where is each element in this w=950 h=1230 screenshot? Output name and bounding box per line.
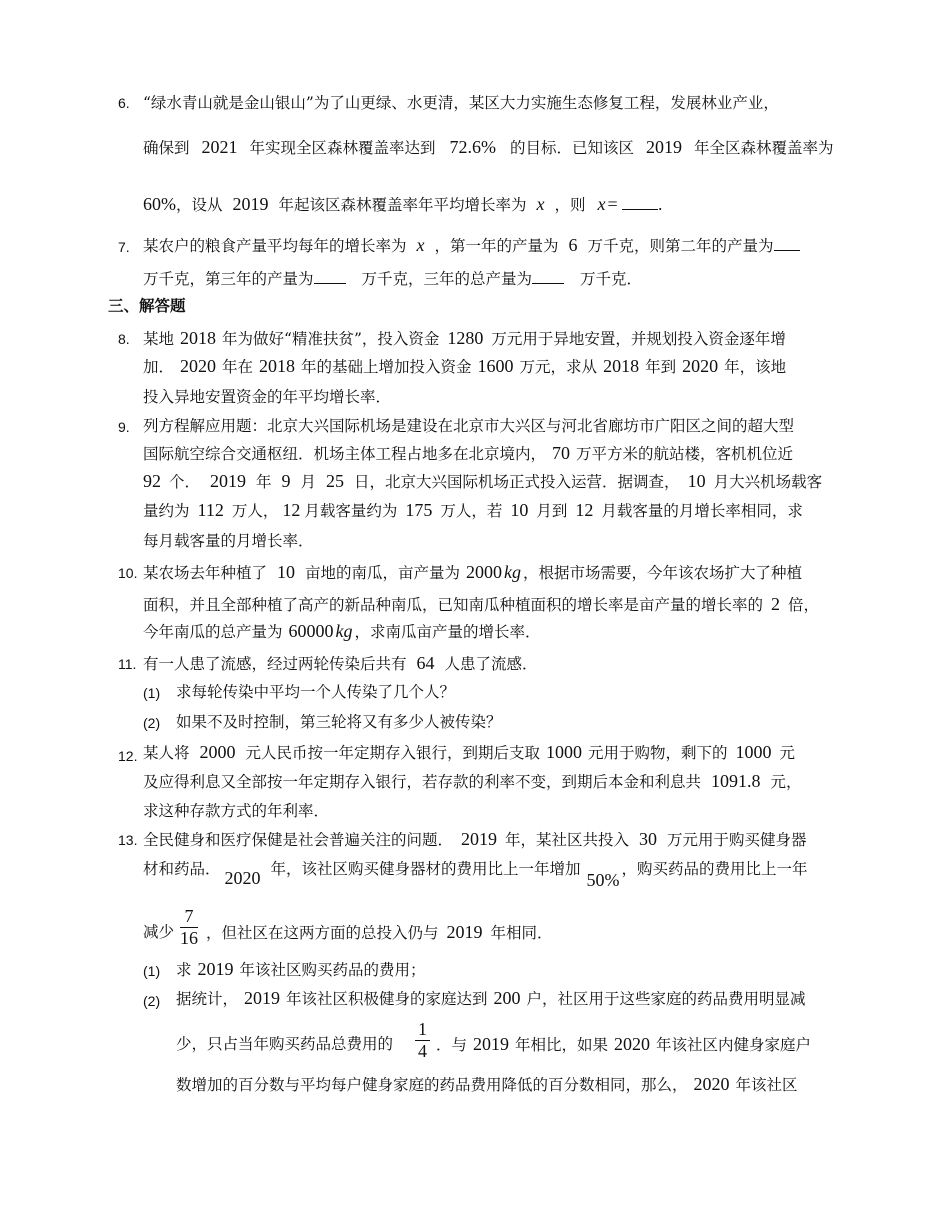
q12-line1: 某人将 2000 元人民币按一年定期存入银行，到期后支取 1000 元用于购物，剩下的 1000 元 — [143, 742, 796, 762]
q6-line3: 60%，设从 2019 年起该区森林覆盖率年平均增长率为 x ，则 x = . — [143, 194, 663, 214]
q10-number: 10. — [118, 565, 138, 581]
q12-line2: 及应得利息又全部按一年定期存入银行，若存款的利率不变，到期后本金和利息共 1091.8 元， — [143, 771, 802, 791]
q7-line2: 万千克，第三年的产量为 万千克，三年的总产量为 万千克． — [143, 270, 643, 288]
q13-sub1: 求 2019 年该社区购买药品的费用； — [176, 959, 426, 979]
q11-sub2: 如果不及时控制，第三轮将又有多少人被传染？ — [176, 713, 502, 731]
q6-number: 6. — [118, 95, 130, 111]
q7-blank-total[interactable] — [532, 269, 564, 284]
q7-number: 7. — [118, 239, 130, 255]
q11-sub1: 求每轮传染中平均一个人传染了几个人？ — [176, 683, 456, 701]
q6-line1: “绿水青山就是金山银山”为了山更绿、水更清，某区大力实施生态修复工程，发展林业产业， — [143, 94, 779, 112]
q13-number: 13. — [118, 832, 138, 848]
q7-blank-second-year[interactable] — [774, 236, 800, 251]
q13-fraction-1-4: $\frac{1}{4}$ — [415, 1019, 430, 1062]
q10-line1: 某农场去年种植了 10 亩地的南瓜，亩产量为 2000 kg ，根据市场需要，今年该农场扩大了种植 — [143, 562, 803, 582]
q9-line3: 92 个． 2019 年 9 月 25 日，北京大兴国际机场正式投入运营．据调查， 10 月大兴机场载客 — [143, 471, 823, 491]
q13-sub1-number: (1) — [143, 963, 161, 979]
q13-line3a: 减少 — [143, 923, 175, 941]
q12-number: 12. — [118, 748, 138, 764]
q8-line3: 投入异地安置资金的年平均增长率． — [143, 388, 392, 406]
q9-line2: 国际航空综合交通枢纽．机场主体工程占地多在北京境内， 70 万平方米的航站楼，客机机位近 — [143, 443, 794, 463]
q13-line2: 材和药品． 2020 年，该社区购买健身器材的费用比上一年增加50%，购买药品的费用比上一年 — [143, 860, 808, 890]
q13-sub2-line2b: ．与 2019 年相比，如果 2020 年该社区内健身家庭户 — [436, 1034, 812, 1054]
q13-sub2-number: (2) — [143, 993, 161, 1009]
q13-sub2-line2a: 少，只占当年购买药品总费用的 — [176, 1035, 394, 1053]
q11-sub2-number: (2) — [143, 715, 161, 731]
q13-sub2-line1: 据统计， 2019 年该社区积极健身的家庭达到 200 户，社区用于这些家庭的药品费用明显减 — [176, 988, 806, 1008]
q7-blank-third-year[interactable] — [314, 269, 346, 284]
q8-number: 8. — [118, 331, 130, 347]
q10-line2: 面积，并且全部种植了高产的新品种南瓜，已知南瓜种植面积的增长率是亩产量的增长率的 2 倍， — [143, 594, 820, 614]
section-heading: 三、解答题 — [108, 297, 186, 315]
q9-line1: 列方程解应用题：北京大兴国际机场是建设在北京市大兴区与河北省廊坊市广阳区之间的超大型 — [143, 417, 795, 435]
q11-number: 11. — [118, 656, 137, 672]
q12-line3: 求这种存款方式的年利率． — [143, 802, 330, 820]
q9-line4: 量约为 112 万人， 12 月载客量约为 175 万人，若 10 月到 12 月载客量的月增长率相同，求 — [143, 500, 803, 520]
q8-line1: 某地 2018 年为做好“精准扶贫”，投入资金 1280 万元用于异地安置，并规划投入资金逐年增 — [143, 328, 786, 348]
q13-line1: 全民健身和医疗保健是社会普遍关注的问题． 2019 年，某社区共投入 30 万元用于购买健身器 — [143, 829, 807, 849]
q10-line3: 今年南瓜的总产量为 60000 kg ，求南瓜亩产量的增长率． — [143, 621, 541, 641]
q9-number: 9. — [118, 419, 130, 435]
q13-sub2-line3: 数增加的百分数与平均每户健身家庭的药品费用降低的百分数相同，那么， 2020 年该社区 — [176, 1074, 798, 1094]
q13-line3b: ，但社区在这两方面的总投入仍与 2019 年相同． — [206, 922, 553, 942]
q13-fraction-7-16: $\frac{7}{16}$ — [180, 906, 198, 948]
q11-sub1-number: (1) — [143, 685, 161, 701]
q7-line1: 某农户的粮食产量平均每年的增长率为 x ，第一年的产量为 6 万千克，则第二年的产量为 — [143, 235, 800, 256]
q9-line5: 每月载客量的月增长率． — [143, 532, 314, 550]
q8-line2: 加． 2020 年在 2018 年的基础上增加投入资金 1600 万元，求从 2018 年到 2020 年，该地 — [143, 356, 787, 376]
q6-line2: 确保到 2021 年实现全区森林覆盖率达到 72.6% 的目标．已知该区 2019 年全区森林覆盖率为 — [143, 137, 834, 157]
q11-line1: 有一人患了流感，经过两轮传染后共有 64 人患了流感． — [143, 653, 538, 673]
q6-answer-blank[interactable] — [622, 195, 658, 210]
